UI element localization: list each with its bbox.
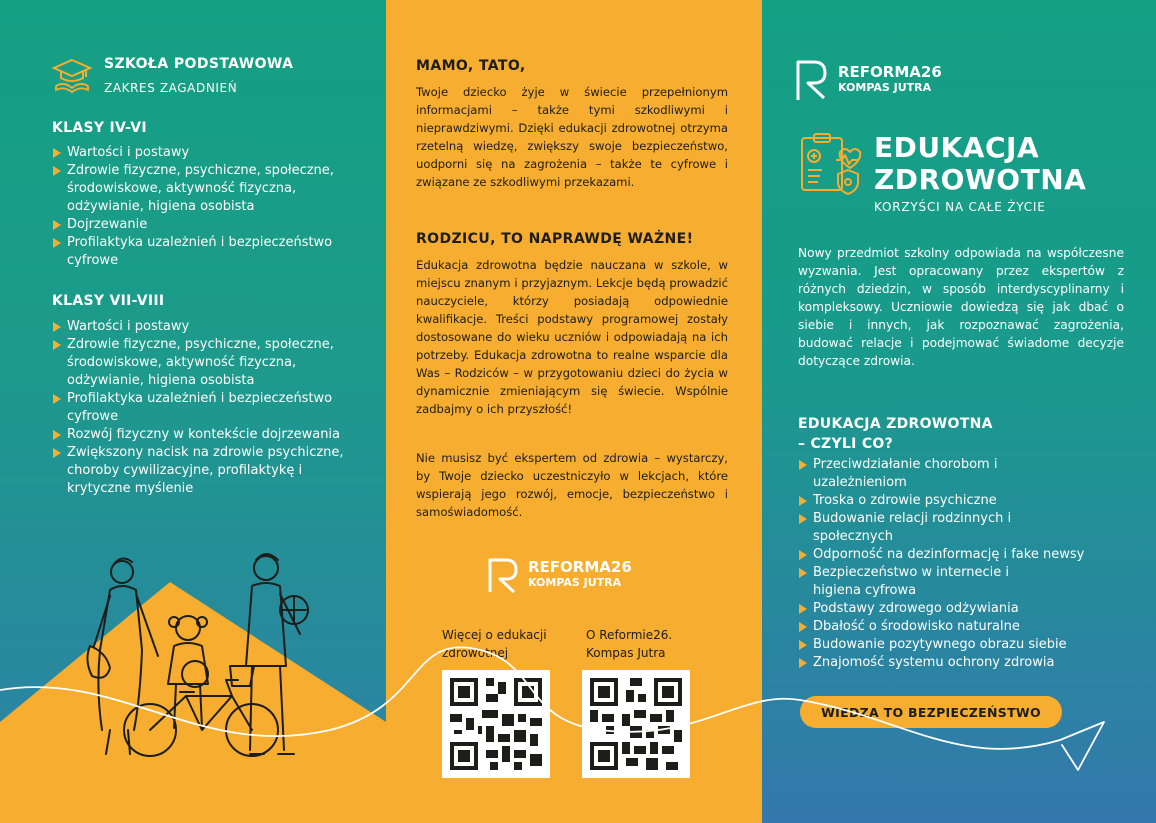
group1-title: KLASY IV-VI: [52, 120, 147, 136]
qr-code[interactable]: [442, 670, 550, 778]
family-illustration: [80, 550, 320, 765]
list-item: Troska o zdrowie psychiczne: [798, 492, 1118, 510]
list-item: Budowanie relacji rodzinnych i społecznych: [798, 510, 1033, 546]
left-panel: [0, 0, 386, 823]
list-item: Profilaktyka uzależnień i bezpieczeństwo cyfrowe: [52, 390, 352, 426]
list-item: Dojrzewanie: [52, 216, 352, 234]
right-list-heading-line2: – CZYLI CO?: [798, 436, 894, 452]
qr-code[interactable]: [582, 670, 690, 778]
mid-paragraph-1: Twoje dziecko żyje w świecie przepełnionym informacjami – także tymi szkodliwymi i nieprawdziwymi. Dzięki edukacji zdrowotnej otrzyma rzetelną wiedzę, zwiększy swoje bezpieczeństwo, uodporni się na zagrożenia – także te cyfrowe i związane ze szkodliwymi przekazami.: [416, 85, 728, 189]
mid-logo-sub: KOMPAS JUTRA: [528, 576, 622, 589]
reforma-logo-icon: [794, 56, 832, 102]
right-benefits-list: [798, 456, 1118, 672]
right-logo-name: REFORMA26: [838, 63, 942, 81]
qr1-label: Więcej o edukacji zdrowotnej: [442, 628, 547, 660]
right-list-heading: [798, 414, 993, 454]
qr2-label: O Reformie26. Kompas Jutra: [586, 628, 673, 660]
right-title-line1: EDUKACJA: [874, 131, 1040, 164]
list-item: Budowanie pozytywnego obrazu siebie: [798, 636, 1118, 654]
right-intro-paragraph: Nowy przedmiot szkolny odpowiada na współczesne wyzwania. Jest opracowany przez ekspertów z różnych dziedzin, w sposób interdyscyplinarny i kompleksowy. Uczniowie dowiedzą się jak dbać o siebie i innych, jak rozpoznawać zagrożenia, budować relacje i podejmować świadome decyzje dotyczące zdrowia.: [798, 246, 1124, 368]
right-title-line2: ZDROWOTNA: [874, 163, 1087, 196]
list-item: Rozwój fizyczny w kontekście dojrzewania: [52, 426, 352, 444]
list-item: Dbałość o środowisko naturalne: [798, 618, 1118, 636]
cta-button[interactable]: WIEDZA TO BEZPIECZEŃSTWO: [800, 696, 1062, 728]
list-item: Wartości i postawy: [52, 144, 352, 162]
left-header-subtitle: ZAKRES ZAGADNIEŃ: [104, 81, 238, 95]
mid-logo-name: REFORMA26: [528, 558, 632, 576]
list-item: Przeciwdziałanie chorobom i uzależnieniom: [798, 456, 1013, 492]
list-item: Zdrowie fizyczne, psychiczne, społeczne, środowiskowe, aktywność fizyczna, odżywianie, higiena osobista: [52, 336, 352, 390]
list-item: Podstawy zdrowego odżywiania: [798, 600, 1118, 618]
list-item: Zwiększony nacisk na zdrowie psychiczne, choroby cywilizacyjne, profilaktykę i krytyczne myślenie: [52, 444, 352, 498]
right-logo-sub: KOMPAS JUTRA: [838, 81, 932, 94]
left-header-title: SZKOŁA PODSTAWOWA: [104, 56, 294, 72]
group2-title: KLASY VII-VIII: [52, 293, 165, 309]
right-reforma-logo: [794, 56, 942, 102]
mid-paragraph-2: Edukacja zdrowotna będzie nauczana w szkole, w miejscu znanym i przyjaznym. Lekcje będą prowadzić nauczyciele, którzy posiadają odpowiednie kwalifikacje. Treści podstawy programowej zostały dostosowane do wieku uczniów i odpowiadają na ich potrzeby. Edukacja zdrowotna to realne wsparcie dla Was – Rodziców – w przygotowaniu dzieci do życia w dynamicznie zmieniającym się świecie. Wspólnie zadbajmy o ich przyszłość!: [416, 258, 728, 416]
mid-heading-1: MAMO, TATO,: [416, 58, 526, 74]
mid-heading-2: RODZICU, TO NAPRAWDĘ WAŻNE!: [416, 231, 694, 247]
right-title-block: [874, 132, 1086, 214]
mid-reforma-logo: [486, 554, 632, 594]
right-subtitle: KORZYŚCI NA CAŁE ŻYCIE: [874, 200, 1046, 214]
list-item: Wartości i postawy: [52, 318, 352, 336]
right-list-heading-line1: EDUKACJA ZDROWOTNA: [798, 416, 993, 432]
list-item: Znajomość systemu ochrony zdrowia: [798, 654, 1118, 672]
list-item: Zdrowie fizyczne, psychiczne, społeczne, środowiskowe, aktywność fizyczna, odżywianie, higiena osobista: [52, 162, 352, 216]
middle-panel: [386, 0, 762, 823]
mid-paragraph-3: Nie musisz być ekspertem od zdrowia – wystarczy, by Twoje dziecko uczestniczyło w lekcjach, które wspierają jego rozwój, emocje, bezpieczeństwo i samoświadomość.: [416, 451, 728, 519]
list-item: Profilaktyka uzależnień i bezpieczeństwo cyfrowe: [52, 234, 352, 270]
list-item: Bezpieczeństwo w internecie i higiena cyfrowa: [798, 564, 1033, 600]
clipboard-health-icon: [796, 130, 862, 196]
list-item: Odporność na dezinformację i fake newsy: [798, 546, 1118, 564]
reforma-logo-icon: [486, 554, 522, 594]
